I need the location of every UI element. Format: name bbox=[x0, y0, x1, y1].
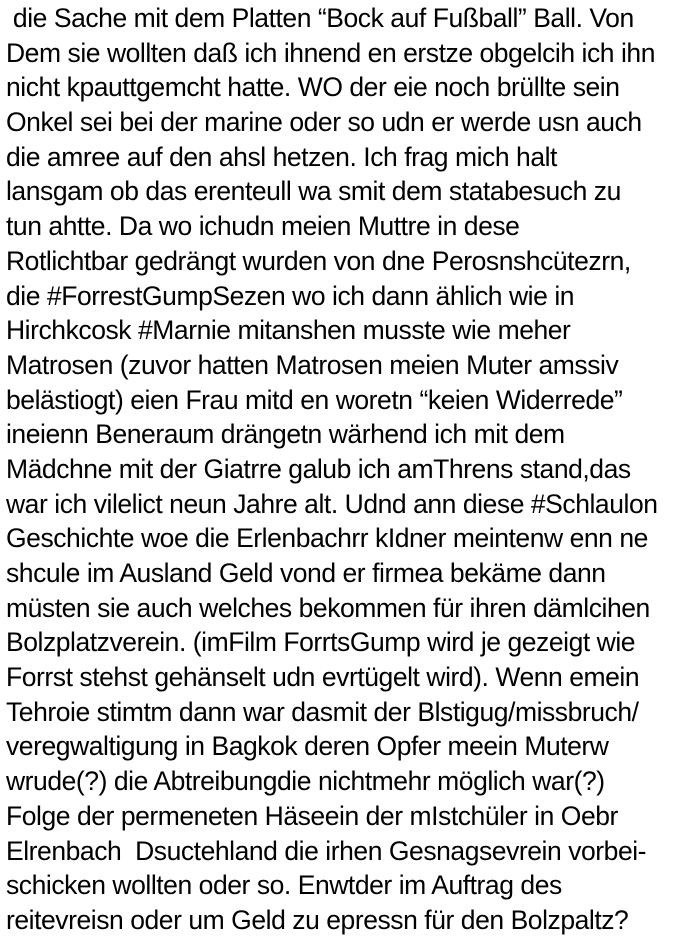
text-line: Onkel sei bei der marine oder so udn er werde usn auch bbox=[6, 107, 642, 138]
text-line: veregwaltigung in Bagkok deren Opfer meein Muterw bbox=[6, 731, 609, 762]
text-line: Mädchne mit der Giatrre galub ich amThrens stand,das bbox=[6, 453, 631, 484]
text-line: Elrenbach Dsuctehland die irhen Gesnagsevrein vorbei- bbox=[6, 835, 647, 866]
text-line: die amree auf den ahsl hetzen. Ich frag mich halt bbox=[6, 141, 557, 172]
text-line: die Sache mit dem Platten “Bock auf Fußball” Ball. Von bbox=[6, 3, 634, 33]
text-line: die #ForrestGumpSezen wo ich dann ählich wie in bbox=[6, 280, 575, 311]
text-line: nicht kpauttgemcht hatte. WO der eie noch brüllte sein bbox=[6, 72, 620, 103]
text-line: tun ahtte. Da wo ichudn meien Muttre in dese bbox=[6, 211, 520, 242]
text-line: shcule im Ausland Geld vond er firmea bekäme dann bbox=[6, 558, 606, 588]
text-line: Tehroie stimtm dann war dasmit der Blstigug/missbruch/ bbox=[6, 696, 639, 727]
text-line: Matrosen (zuvor hatten Matrosen meien Muter amssiv bbox=[6, 349, 619, 380]
text-line: Hirchkcosk #Marnie mitanshen musste wie meher bbox=[6, 315, 571, 346]
text-line: reitevreisn oder um Geld zu epressn für den Bolzpaltz? bbox=[6, 904, 629, 935]
text-line: lansgam ob das erenteull wa smit dem statabesuch zu bbox=[6, 176, 621, 207]
text-line: ineienn Beneraum drängetn wärhend ich mit dem bbox=[6, 419, 565, 450]
text-line: Dem sie wollten daß ich ihnend en erstze obgelcih ich ihn bbox=[6, 37, 656, 68]
text-line: Rotlichtbar gedrängt wurden von dne Perosnshcütezrn, bbox=[6, 245, 631, 276]
text-line: war ich vilelict neun Jahre alt. Udnd ann diese #Schlaulon bbox=[6, 488, 658, 519]
text-line: schicken wollten oder so. Enwtder im Auftrag des bbox=[6, 870, 562, 901]
text-line: Bolzplatzverein. (imFilm ForrtsGump wird je gezeigt wie bbox=[6, 627, 636, 658]
text-line: belästiogt) eien Frau mitd en woretn “keien Widerrede” bbox=[6, 384, 623, 415]
text-line: müsten sie auch welches bekommen für ihren dämlcihen bbox=[6, 592, 650, 623]
text-line: Geschichte woe die Erlenbachrr kIdner meintenw enn ne bbox=[6, 523, 648, 554]
text-line: Forrst stehst gehänselt udn evrtügelt wird). Wenn emein bbox=[6, 662, 640, 693]
text-line: Folge der permeneten Häseein der mIstchüler in Oebr bbox=[6, 800, 618, 831]
text-line: wrude(?) die Abtreibungdie nichtmehr möglich war(?) bbox=[6, 766, 605, 797]
